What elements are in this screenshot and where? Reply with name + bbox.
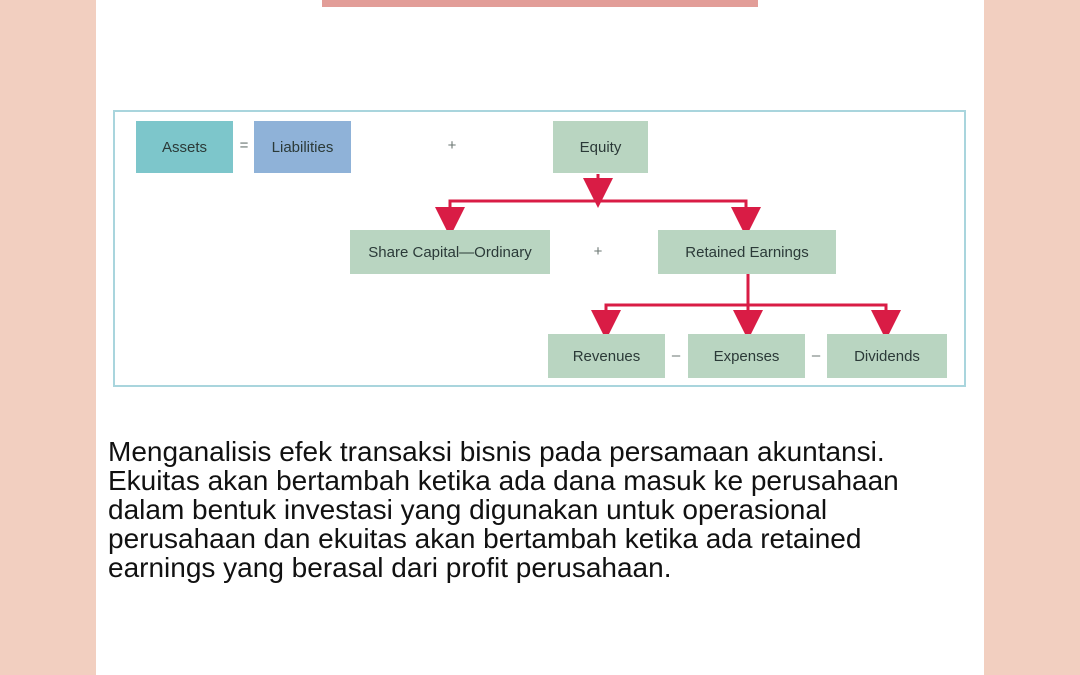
edge-equity-to-retained-earnings: [598, 201, 746, 222]
operator-plus-top: +: [447, 137, 457, 154]
edge-equity-to-share-capital: [450, 174, 598, 222]
node-assets: Assets: [136, 121, 233, 173]
node-revenues: Revenues: [548, 334, 665, 378]
node-equity: Equity: [553, 121, 648, 173]
node-expenses: Expenses: [688, 334, 805, 378]
node-share-capital-ordinary: Share Capital—Ordinary: [350, 230, 550, 274]
operator-plus-mid: +: [593, 243, 603, 260]
node-liabilities: Liabilities: [254, 121, 351, 173]
operator-minus-1: –: [671, 347, 681, 364]
operator-minus-2: –: [811, 347, 821, 364]
edge-retained-to-revenues: [606, 274, 748, 325]
operator-equals: =: [239, 137, 249, 154]
edge-retained-to-dividends: [748, 305, 886, 325]
node-retained-earnings: Retained Earnings: [658, 230, 836, 274]
caption-paragraph: Menganalisis efek transaksi bisnis pada persamaan akuntansi. Ekuitas akan bertambah ketika ada dana masuk ke perusahaan dalam bentuk investasi yang digunakan untuk operasional perusahaan dan ekuitas akan bertambah ketika ada retained earnings yang berasal dari profit perusahaan.: [108, 436, 899, 583]
node-dividends: Dividends: [827, 334, 947, 378]
